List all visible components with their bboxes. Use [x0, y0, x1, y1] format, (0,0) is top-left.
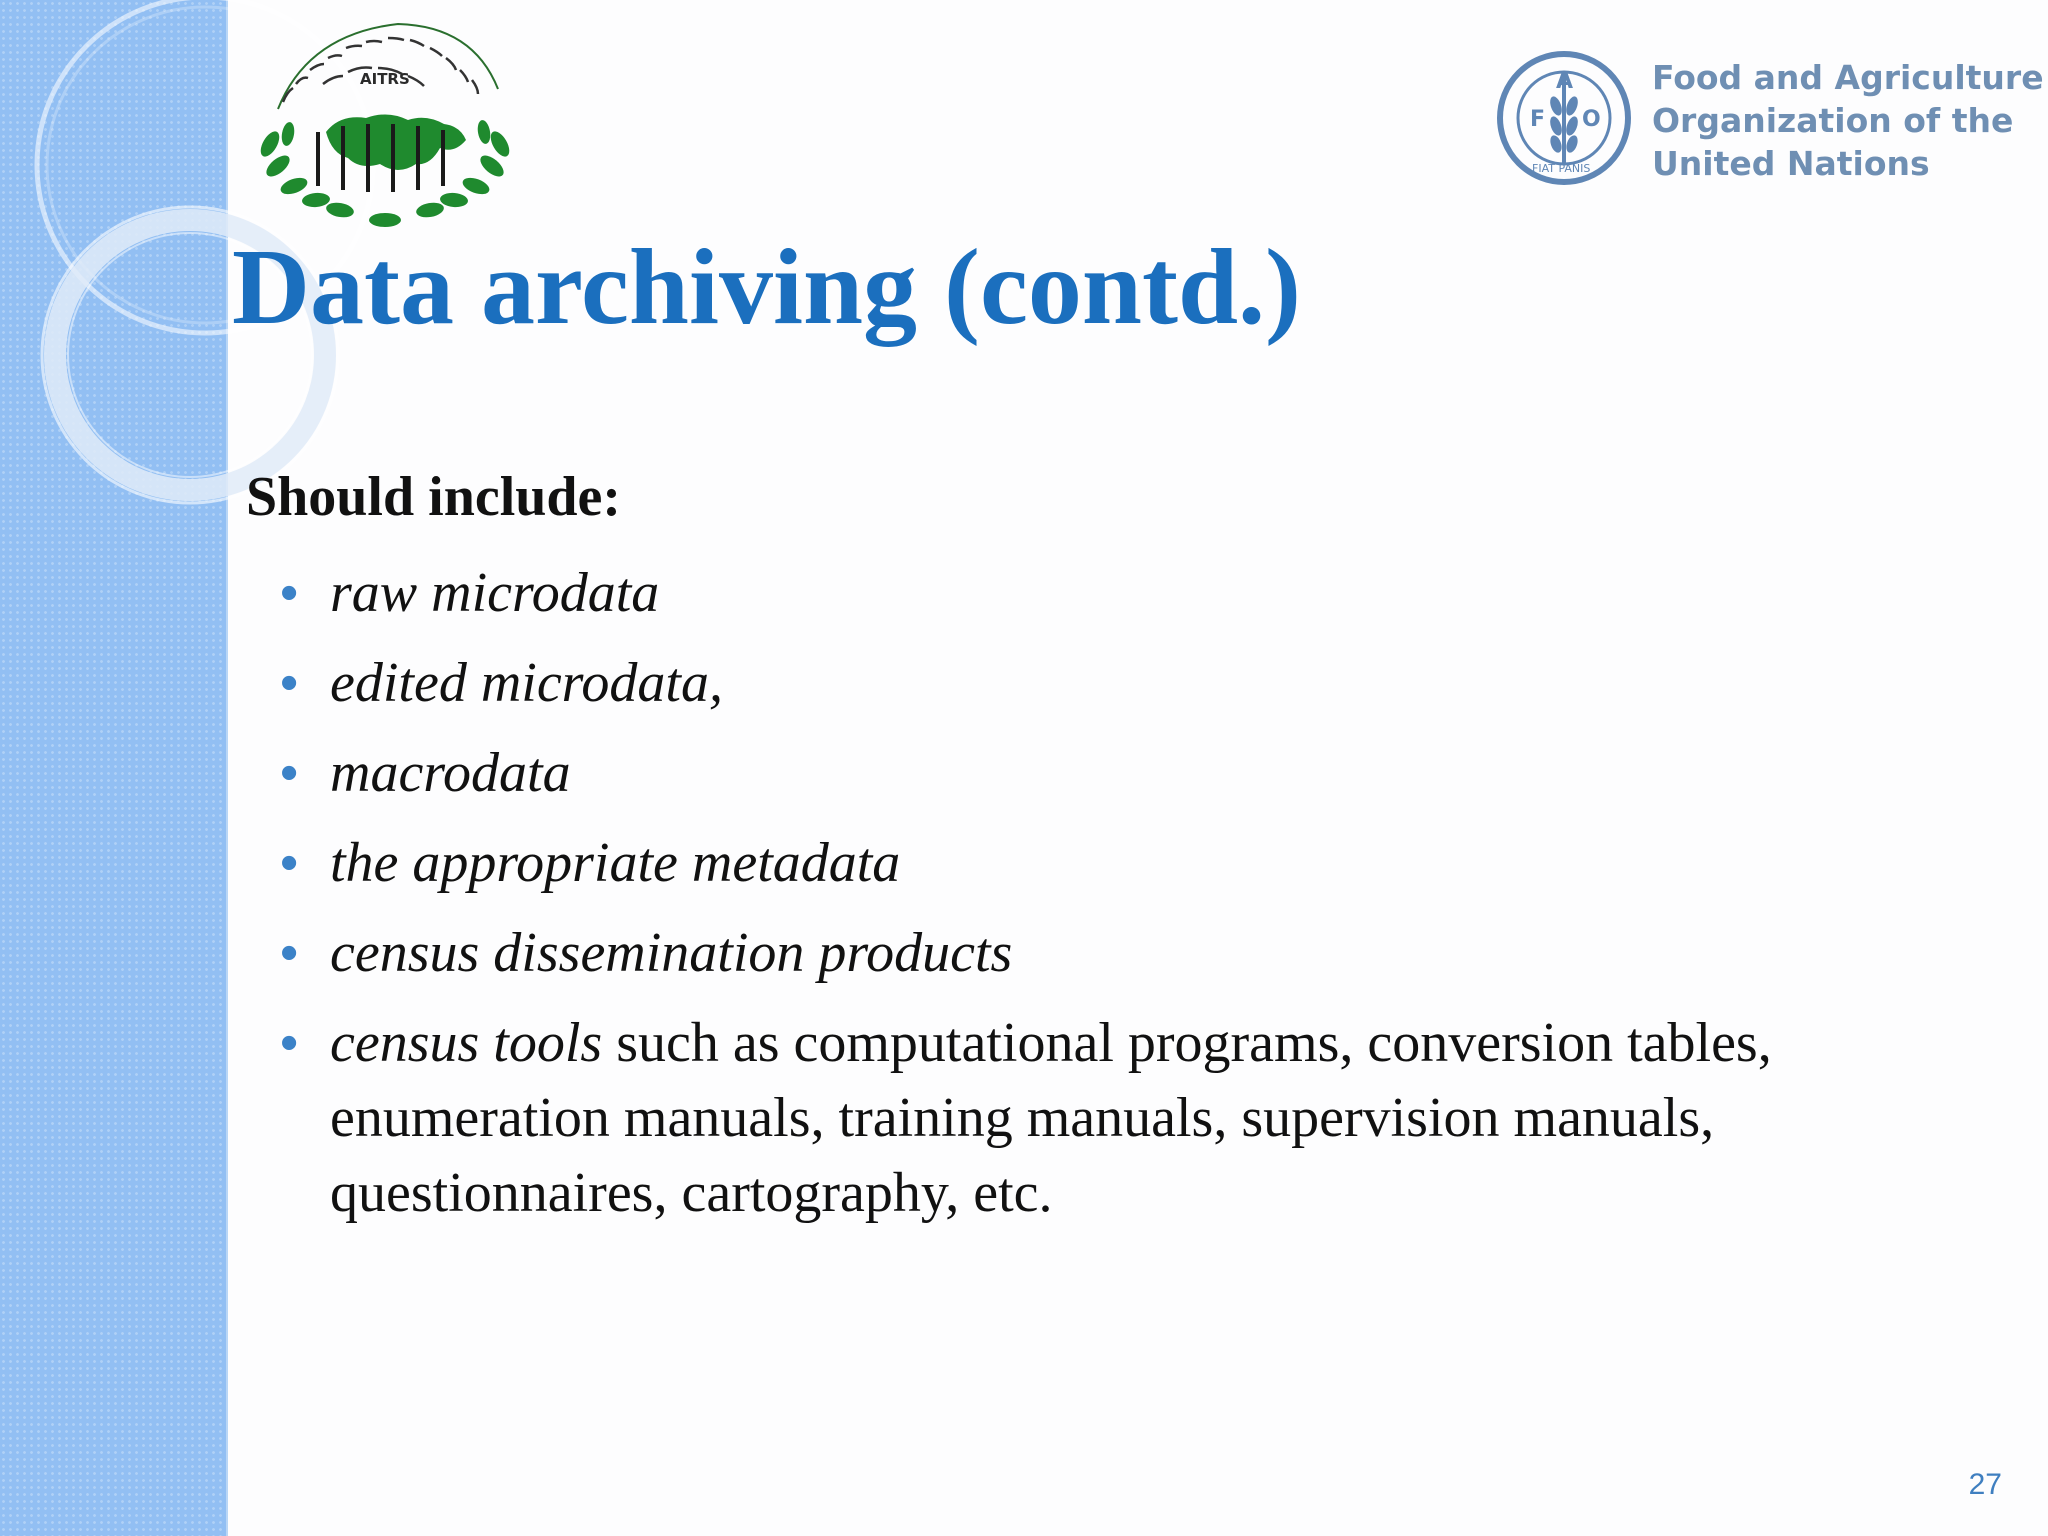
aitrs-logo	[248, 14, 523, 234]
bullet-text-rest: such as computational programs, conversion tables, enumeration manuals, training manuals, supervision manuals, questionnaires, cartography, etc.	[330, 1012, 1772, 1224]
bullet-text: macrodata	[330, 742, 571, 804]
bullet-item	[280, 556, 1980, 631]
bullet-text: the appropriate metadata	[330, 832, 901, 894]
lead-text: Should include:	[246, 466, 622, 528]
bullet-text: edited microdata,	[330, 652, 723, 714]
fao-letter-a: A	[1556, 69, 1574, 94]
aitrs-label: AITRS	[360, 70, 410, 88]
bullet-icon: •	[280, 1014, 299, 1072]
fao-letter-f: F	[1530, 107, 1546, 132]
bullet-item	[280, 646, 1980, 721]
page-number: 27	[1968, 1468, 2002, 1501]
bullet-item	[280, 736, 1980, 811]
slide-title: Data archiving (contd.)	[232, 228, 1301, 347]
bullet-text: census dissemination products	[330, 922, 1013, 984]
fao-emblem-icon	[1494, 48, 1634, 188]
fao-motto: FIAT PANIS	[1532, 162, 1591, 175]
bullet-item	[280, 826, 1980, 901]
fao-letter-o: O	[1582, 107, 1601, 132]
bullet-list	[280, 556, 1980, 1246]
bullet-icon: •	[280, 744, 299, 802]
bullet-icon: •	[280, 924, 299, 982]
sidebar-decoration	[0, 0, 228, 1536]
bullet-item	[280, 1006, 1980, 1231]
bullet-icon: •	[280, 564, 299, 622]
fao-line-1: Food and Agriculture	[1652, 58, 2044, 97]
bullet-text: raw microdata	[330, 562, 660, 624]
bullet-item	[280, 916, 1980, 991]
bullet-text-italic: census tools	[330, 1012, 603, 1074]
fao-line-3: United Nations	[1652, 144, 1930, 183]
fao-line-2: Organization of the	[1652, 101, 2014, 140]
fao-wordmark	[1652, 56, 2044, 185]
bullet-icon: •	[280, 654, 299, 712]
bullet-icon: •	[280, 834, 299, 892]
